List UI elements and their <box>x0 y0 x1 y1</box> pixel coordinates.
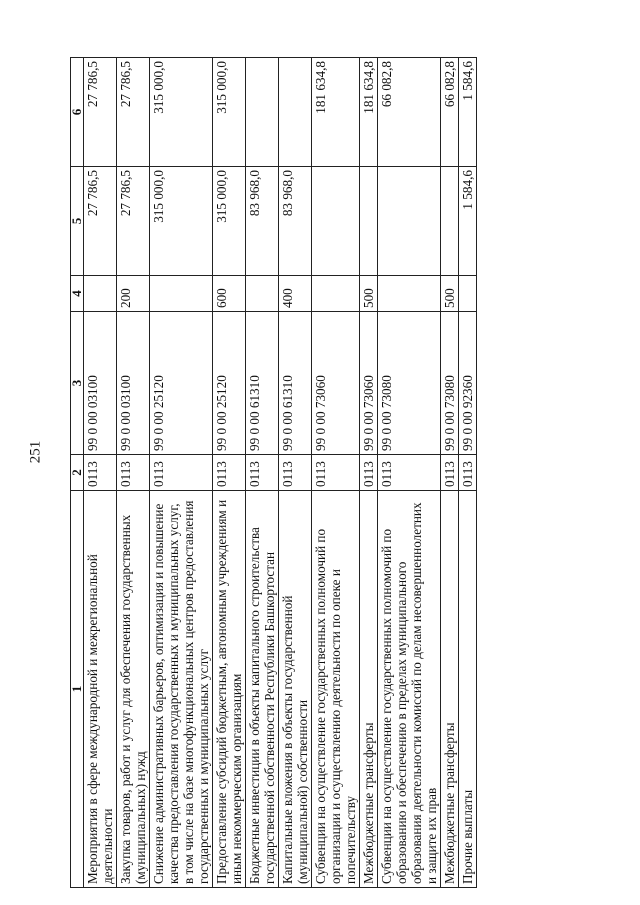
row-sum-5 <box>360 167 378 276</box>
row-sum-6 <box>279 58 312 167</box>
row-sum-6: 27 786,5 <box>84 58 117 167</box>
row-vr <box>459 276 477 312</box>
row-csr: 99 0 00 73060 <box>312 312 360 455</box>
row-name: Мероприятия в сфере международной и межрегиональной деятельности <box>84 491 117 888</box>
row-vr: 400 <box>279 276 312 312</box>
row-sum-6: 66 082,8 <box>378 58 441 167</box>
rotated-table-container <box>70 58 570 888</box>
row-name: Снижение административных барьеров, оптимизация и повышение качества предоставления государственных и муниципальных услуг, в том числе на базе многофункциональных центров предоставления государственных и муниципальных услуг <box>150 491 213 888</box>
row-vr: 500 <box>360 276 378 312</box>
row-sum-6: 27 786,5 <box>117 58 150 167</box>
row-sum-5: 27 786,5 <box>117 167 150 276</box>
row-sum-5 <box>378 167 441 276</box>
row-sum-6: 181 634,8 <box>312 58 360 167</box>
row-csr: 99 0 00 61310 <box>279 312 312 455</box>
row-csr: 99 0 00 61310 <box>246 312 279 455</box>
row-name: Закупка товаров, работ и услуг для обеспечения государственных (муниципальных) нужд <box>117 491 150 888</box>
row-sum-5: 83 968,0 <box>246 167 279 276</box>
row-csr: 99 0 00 25120 <box>150 312 213 455</box>
table-row <box>360 58 378 888</box>
row-code: 0113 <box>459 455 477 491</box>
row-name: Межбюджетные трансферты <box>360 491 378 888</box>
row-sum-6: 315 000,0 <box>213 58 246 167</box>
row-sum-5: 1 584,6 <box>459 167 477 276</box>
row-code: 0113 <box>279 455 312 491</box>
row-csr: 99 0 00 73080 <box>441 312 459 455</box>
row-code: 0113 <box>84 455 117 491</box>
row-vr: 500 <box>441 276 459 312</box>
row-vr <box>246 276 279 312</box>
row-code: 0113 <box>246 455 279 491</box>
row-code: 0113 <box>117 455 150 491</box>
row-code: 0113 <box>213 455 246 491</box>
row-code: 0113 <box>378 455 441 491</box>
row-code: 0113 <box>150 455 213 491</box>
row-code: 0113 <box>360 455 378 491</box>
row-name: Прочие выплаты <box>459 491 477 888</box>
table-row <box>441 58 459 888</box>
header-col-6: 6 <box>71 58 84 167</box>
row-sum-5 <box>441 167 459 276</box>
table-row <box>117 58 150 888</box>
table-row <box>459 58 477 888</box>
row-vr: 200 <box>117 276 150 312</box>
table-row <box>279 58 312 888</box>
header-col-1: 1 <box>71 491 84 888</box>
row-sum-6: 181 634,8 <box>360 58 378 167</box>
table-row <box>378 58 441 888</box>
row-sum-6: 1 584,6 <box>459 58 477 167</box>
table-row <box>246 58 279 888</box>
budget-table <box>70 57 477 888</box>
row-sum-5: 27 786,5 <box>84 167 117 276</box>
row-sum-6 <box>246 58 279 167</box>
row-sum-6: 66 082,8 <box>441 58 459 167</box>
header-col-3: 3 <box>71 312 84 455</box>
table-row <box>150 58 213 888</box>
header-col-4: 4 <box>71 276 84 312</box>
table-row <box>84 58 117 888</box>
row-name: Бюджетные инвестиции в объекты капитального строительства государственной собственности Республики Башкортостан <box>246 491 279 888</box>
row-vr <box>378 276 441 312</box>
row-sum-5: 315 000,0 <box>213 167 246 276</box>
row-vr <box>150 276 213 312</box>
row-csr: 99 0 00 03100 <box>84 312 117 455</box>
table-row <box>312 58 360 888</box>
row-name: Субвенции на осуществление государственных полномочий по образованию и обеспечению в пределах муниципального образования деятельности комиссий по делам несовершеннолетних и защите их прав <box>378 491 441 888</box>
row-vr <box>312 276 360 312</box>
header-col-2: 2 <box>71 455 84 491</box>
header-row <box>71 58 84 888</box>
row-name: Субвенции на осуществление государственных полномочий по организации и осуществлению деятельности по опеке и попечительству <box>312 491 360 888</box>
table-row <box>213 58 246 888</box>
row-csr: 99 0 00 03100 <box>117 312 150 455</box>
row-sum-5: 315 000,0 <box>150 167 213 276</box>
row-csr: 99 0 00 92360 <box>459 312 477 455</box>
row-name: Предоставление субсидий бюджетным, автономным учреждениям и иным некоммерческим организациям <box>213 491 246 888</box>
row-sum-5: 83 968,0 <box>279 167 312 276</box>
row-code: 0113 <box>441 455 459 491</box>
row-csr: 99 0 00 73080 <box>378 312 441 455</box>
row-vr: 600 <box>213 276 246 312</box>
row-vr <box>84 276 117 312</box>
page-number: 251 <box>27 440 44 464</box>
row-csr: 99 0 00 25120 <box>213 312 246 455</box>
row-sum-6: 315 000,0 <box>150 58 213 167</box>
header-col-5: 5 <box>71 167 84 276</box>
row-csr: 99 0 00 73060 <box>360 312 378 455</box>
row-sum-5 <box>312 167 360 276</box>
row-name: Капитальные вложения в объекты государственной (муниципальной) собственности <box>279 491 312 888</box>
row-name: Межбюджетные трансферты <box>441 491 459 888</box>
row-code: 0113 <box>312 455 360 491</box>
